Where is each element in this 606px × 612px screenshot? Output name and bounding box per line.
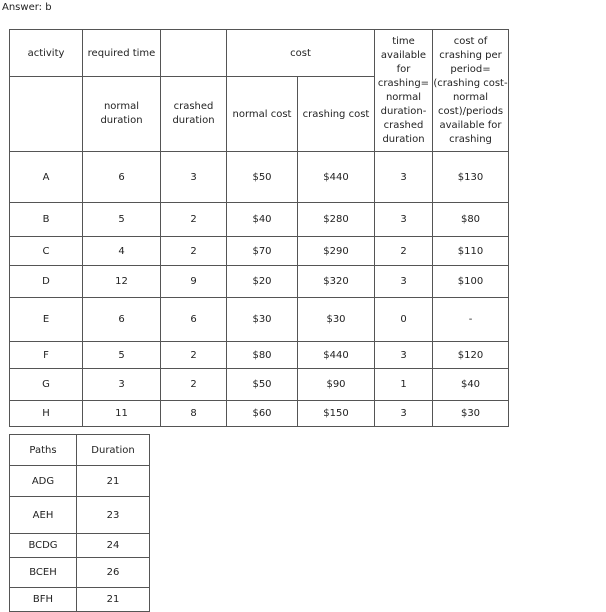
cell-normal-cost: $20 xyxy=(227,266,298,298)
header-normal-duration: normal duration xyxy=(83,77,161,152)
cell-time-available: 3 xyxy=(375,342,433,369)
table-row xyxy=(10,152,509,203)
cell-crashed-duration: 2 xyxy=(161,369,227,401)
cell-normal-cost: $70 xyxy=(227,237,298,266)
answer-text: Answer: b xyxy=(2,2,52,13)
cell-activity: G xyxy=(10,369,83,401)
crashing-table xyxy=(9,29,509,427)
cell-crashed-duration: 2 xyxy=(161,203,227,237)
cell-crashed-duration: 3 xyxy=(161,152,227,203)
table-row xyxy=(10,369,509,401)
cell-path: BCEH xyxy=(10,558,77,588)
paths-table xyxy=(9,434,150,612)
cell-normal-duration: 6 xyxy=(83,298,161,342)
header-crashed-duration: crashed duration xyxy=(161,77,227,152)
header-normal-cost: normal cost xyxy=(227,77,298,152)
cell-cost-per-period: $110 xyxy=(433,237,509,266)
cell-duration: 21 xyxy=(77,588,150,612)
cell-time-available: 3 xyxy=(375,203,433,237)
cell-cost-per-period: $100 xyxy=(433,266,509,298)
table-row xyxy=(10,466,150,497)
cell-time-available: 3 xyxy=(375,401,433,427)
cell-cost-per-period: $120 xyxy=(433,342,509,369)
header-time-available: time available for crashing= normal duration- crashed duration xyxy=(375,30,433,152)
cell-crashing-cost: $440 xyxy=(298,342,375,369)
table-row xyxy=(10,534,150,558)
table-row xyxy=(10,497,150,534)
cell-crashing-cost: $280 xyxy=(298,203,375,237)
cell-cost-per-period: $80 xyxy=(433,203,509,237)
table-row xyxy=(10,558,150,588)
cell-normal-cost: $60 xyxy=(227,401,298,427)
cell-crashing-cost: $440 xyxy=(298,152,375,203)
table-row xyxy=(10,237,509,266)
cell-time-available: 0 xyxy=(375,298,433,342)
cell-crashing-cost: $90 xyxy=(298,369,375,401)
cell-activity: F xyxy=(10,342,83,369)
header-crashing-cost: crashing cost xyxy=(298,77,375,152)
cell-normal-duration: 6 xyxy=(83,152,161,203)
cell-cost-per-period: - xyxy=(433,298,509,342)
header-paths: Paths xyxy=(10,435,77,466)
cell-activity: A xyxy=(10,152,83,203)
cell-path: ADG xyxy=(10,466,77,497)
cell-cost-per-period: $40 xyxy=(433,369,509,401)
cell-path: AEH xyxy=(10,497,77,534)
cell-path: BFH xyxy=(10,588,77,612)
header-duration: Duration xyxy=(77,435,150,466)
table-row xyxy=(10,298,509,342)
cell-time-available: 1 xyxy=(375,369,433,401)
cell-crashed-duration: 8 xyxy=(161,401,227,427)
cell-activity: C xyxy=(10,237,83,266)
cell-normal-duration: 3 xyxy=(83,369,161,401)
cell-normal-duration: 12 xyxy=(83,266,161,298)
table-row xyxy=(10,203,509,237)
cell-crashing-cost: $150 xyxy=(298,401,375,427)
cell-crashed-duration: 2 xyxy=(161,237,227,266)
table-row xyxy=(10,401,509,427)
cell-crashing-cost: $30 xyxy=(298,298,375,342)
table-row xyxy=(10,342,509,369)
cell-time-available: 3 xyxy=(375,152,433,203)
cell-normal-cost: $80 xyxy=(227,342,298,369)
cell-crashed-duration: 6 xyxy=(161,298,227,342)
cell-cost-per-period: $30 xyxy=(433,401,509,427)
cell-normal-cost: $50 xyxy=(227,369,298,401)
cell-path: BCDG xyxy=(10,534,77,558)
cell-normal-cost: $50 xyxy=(227,152,298,203)
table-row xyxy=(10,588,150,612)
header-cost: cost xyxy=(227,30,375,77)
header-blank xyxy=(161,30,227,77)
header-required-time: required time xyxy=(83,30,161,77)
header-cost-per-period: cost of crashing per period= (crashing cost-normal cost)/periods available for crashing xyxy=(433,30,509,152)
cell-time-available: 2 xyxy=(375,237,433,266)
cell-duration: 26 xyxy=(77,558,150,588)
cell-time-available: 3 xyxy=(375,266,433,298)
cell-cost-per-period: $130 xyxy=(433,152,509,203)
cell-crashing-cost: $290 xyxy=(298,237,375,266)
cell-normal-duration: 5 xyxy=(83,342,161,369)
cell-normal-duration: 5 xyxy=(83,203,161,237)
cell-normal-duration: 4 xyxy=(83,237,161,266)
cell-crashed-duration: 2 xyxy=(161,342,227,369)
cell-activity: H xyxy=(10,401,83,427)
cell-normal-cost: $30 xyxy=(227,298,298,342)
cell-normal-cost: $40 xyxy=(227,203,298,237)
header-activity: activity xyxy=(10,30,83,77)
cell-activity: B xyxy=(10,203,83,237)
cell-normal-duration: 11 xyxy=(83,401,161,427)
table-row xyxy=(10,266,509,298)
cell-crashing-cost: $320 xyxy=(298,266,375,298)
cell-duration: 24 xyxy=(77,534,150,558)
cell-crashed-duration: 9 xyxy=(161,266,227,298)
cell-duration: 21 xyxy=(77,466,150,497)
cell-duration: 23 xyxy=(77,497,150,534)
cell-activity: E xyxy=(10,298,83,342)
header-activity-blank xyxy=(10,77,83,152)
cell-activity: D xyxy=(10,266,83,298)
